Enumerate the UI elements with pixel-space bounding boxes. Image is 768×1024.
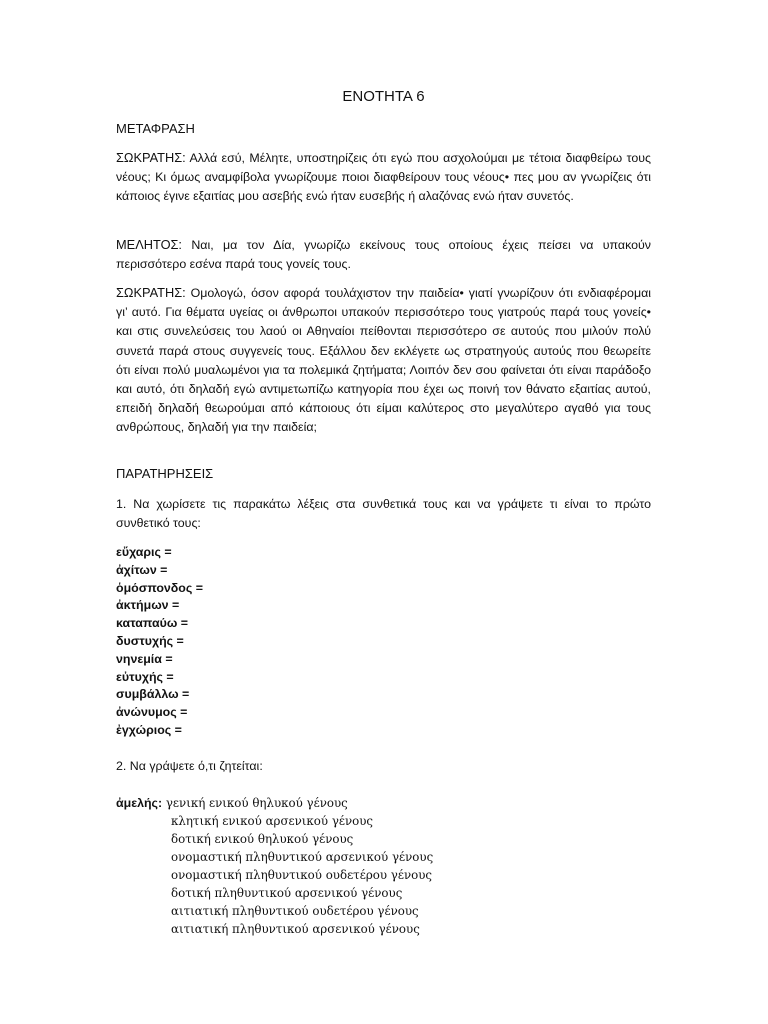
notes-heading: ΠΑΡΑΤΗΡΗΣΕΙΣ — [116, 466, 214, 481]
word-item: ἀχίτων = — [116, 562, 168, 577]
paragraph-text: Αλλά εσύ, Μέλητε, υποστηρίζεις ότι εγώ που ασχολούμαι με τέτοια διαφθείρω τους νέους; Κι όμως αναμφίβολα γνωρίζουμε ποιοι διαφθείρουν τους νέους• πες μου αν γνωρίζεις ότι κάποιος έγινε εξαιτίας μου ασεβής ενώ ήταν ευσεβής ή αλαζόνας ενώ ήταν συνετός. — [116, 151, 651, 204]
form-item: αιτιατική πληθυντικού αρσενικού γένους — [171, 922, 420, 936]
form-item: κλητική ενικού αρσενικού γένους — [171, 814, 374, 828]
form-item: γενική ενικού θηλυκού γένους — [165, 796, 348, 810]
word-list — [116, 544, 203, 740]
page-title: ΕΝΟΤΗΤΑ 6 — [342, 88, 425, 105]
speaker-label: ΜΕΛΗΤΟΣ: — [116, 237, 182, 252]
form-item: δοτική πληθυντικού αρσενικού γένους — [171, 886, 403, 900]
word-item: ἀνώνυμος = — [116, 705, 188, 720]
word-item: συμβάλλω = — [116, 687, 190, 702]
paragraph-text: Ναι, μα τον Δία, γνωρίζω εκείνους τους οποίους έχεις πείσει να υπακούν περισσότερο εσένα παρά τους γονείς τους. — [116, 238, 651, 272]
paragraph-meletos — [116, 235, 651, 274]
form-item: αιτιατική πληθυντικού ουδετέρου γένους — [171, 904, 419, 918]
speaker-label: ΣΩΚΡΑΤΗΣ: — [116, 150, 186, 165]
paragraph-socrates-1 — [116, 148, 651, 207]
translation-heading: ΜΕΤΑΦΡΑΣΗ — [116, 121, 195, 136]
word-item: καταπαύω = — [116, 616, 189, 631]
question-1: 1. Να χωρίσετε τις παρακάτω λέξεις στα συνθετικά τους και να γράψετε τι είναι το πρώτο συνθετικό τους: — [116, 497, 651, 531]
word-item: ὁμόσπονδος = — [116, 580, 204, 595]
word-item: ἀκτήμων = — [116, 598, 180, 613]
paragraph-socrates-2 — [116, 283, 651, 438]
word-item: εὔχαρις = — [116, 545, 172, 559]
word-item: νηνεμία = — [116, 651, 173, 666]
speaker-label: ΣΩΚΡΑΤΗΣ: — [116, 285, 186, 300]
question-2: 2. Να γράψετε ό,τι ζητείται: — [116, 759, 263, 773]
form-item: δοτική ενικού θηλυκού γένους — [171, 832, 354, 846]
form-item: ονομαστική πληθυντικού ουδετέρου γένους — [171, 868, 432, 882]
word-item: ἐγχώριος = — [116, 722, 182, 737]
paragraph-text: Ομολογώ, όσον αφορά τουλάχιστον την παιδεία• γιατί γνωρίζουν ότι ενδιαφέρομαι γι’ αυτό. Για θέματα υγείας οι άνθρωποι υπακούν περισσότερο τους γιατρούς παρά τους γονείς• και στις συνελεύσεις του λαού οι Αθηναίοι πείθονται περισσότερο σε αυτούς που μιλούν πολύ συνετά παρά στους συγγενείς τους. Εξάλλου δεν εκλέγετε ως στρατηγούς αυτούς που θεωρείτε ότι είναι πολύ μυαλωμένοι για τα πολεμικά ζητήματα; Λοιπόν δεν σου φαίνεται ότι είναι παράδοξο και αυτό, ότι δηλαδή εγώ αντιμετωπίζω κατηγορία που έχει ως ποινή τον θάνατο εξαιτίας αυτού, επειδή δηλαδή θεωρούμαι από κάποιους ότι είμαι καλύτερος στο μεγαλύτερο αγαθό για τους ανθρώπους, δηλαδή για την παιδεία; — [116, 286, 651, 435]
form-word: ἀμελής: — [116, 796, 163, 810]
word-item: δυστυχής = — [116, 633, 184, 648]
word-item: εὐτυχής = — [116, 669, 174, 684]
form-row — [116, 794, 433, 812]
forms-list — [116, 794, 433, 938]
form-item: ονομαστική πληθυντικού αρσενικού γένους — [171, 850, 434, 864]
